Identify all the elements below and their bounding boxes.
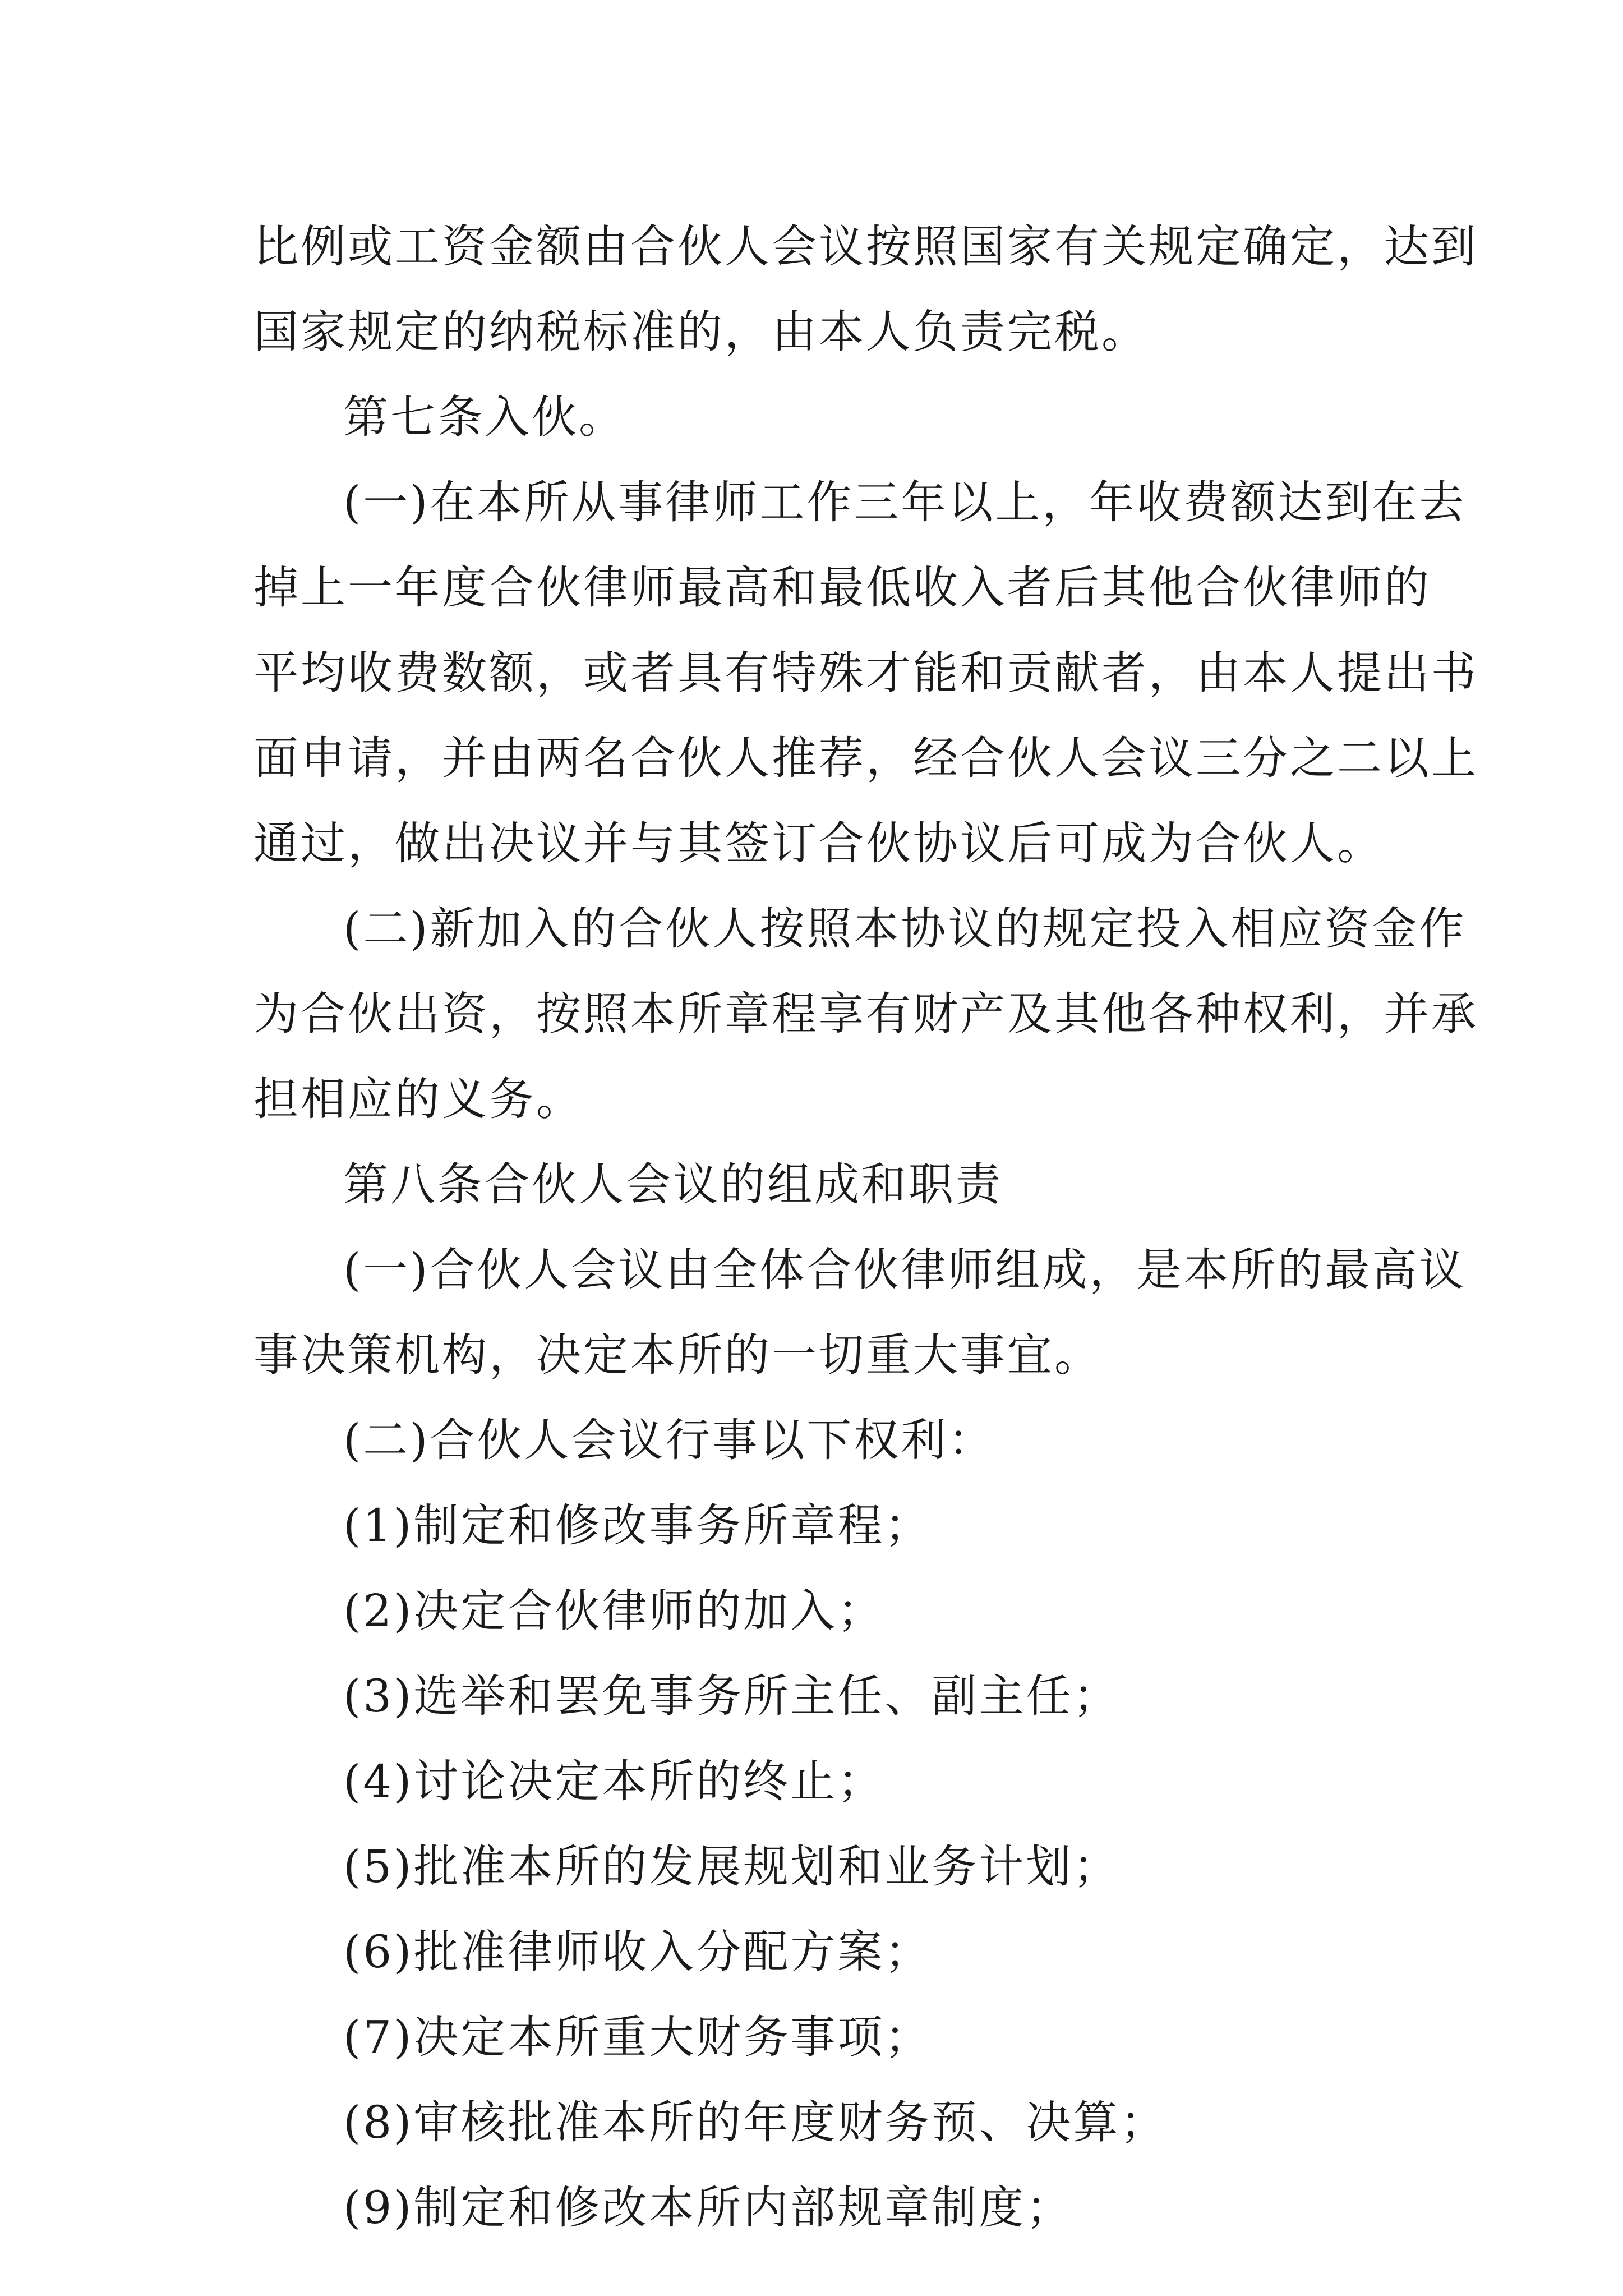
text-line: 担相应的义务。 <box>253 1073 583 1125</box>
document-page <box>253 204 1478 2251</box>
list-item: (2)决定合伙律师的加入； <box>343 1585 885 1637</box>
text-line: (一)合伙人会议由全体合伙律师组成，是本所的最高议 <box>343 1244 1467 1296</box>
list-item: (8)审核批准本所的年度财务预、决算； <box>343 2096 1168 2148</box>
article-heading: 第八条合伙人会议的组成和职责 <box>343 1158 1003 1211</box>
text-line: 掉上一年度合伙律师最高和最低收入者后其他合伙律师的 <box>253 562 1431 614</box>
article-heading: 第七条入伙。 <box>343 391 626 443</box>
list-item: (9)制定和修改本所内部规章制度； <box>343 2182 1073 2234</box>
list-item: (7)决定本所重大财务事项； <box>343 2011 932 2063</box>
text-line: 比例或工资金额由合伙人会议按照国家有关规定确定，达到 <box>253 220 1478 273</box>
text-line: 通过，做出决议并与其签订合伙协议后可成为合伙人。 <box>253 817 1384 869</box>
text-line: 为合伙出资，按照本所章程享有财产及其他各种权利，并承 <box>253 988 1478 1040</box>
text-line: 面申请，并由两名合伙人推荐，经合伙人会议三分之二以上 <box>253 732 1478 784</box>
list-item: (5)批准本所的发展规划和业务计划； <box>343 1841 1121 1893</box>
text-line: 国家规定的纳税标准的，由本人负责完税。 <box>253 306 1149 358</box>
list-item: (1)制定和修改事务所章程； <box>343 1499 932 1552</box>
text-line: (一)在本所从事律师工作三年以上，年收费额达到在去 <box>343 476 1467 528</box>
list-item: (6)批准律师收入分配方案； <box>343 1926 932 1978</box>
text-line: 事决策机构，决定本所的一切重大事宜。 <box>253 1329 1101 1381</box>
list-item: (4)讨论决定本所的终止； <box>343 1755 885 1807</box>
text-line: (二)合伙人会议行事以下权利： <box>343 1414 995 1466</box>
text-line: (二)新加入的合伙人按照本协议的规定投入相应资金作 <box>343 903 1467 955</box>
text-line: 平均收费数额，或者具有特殊才能和贡献者，由本人提出书 <box>253 647 1478 699</box>
list-item: (3)选举和罢免事务所主任、副主任； <box>343 1670 1121 1722</box>
